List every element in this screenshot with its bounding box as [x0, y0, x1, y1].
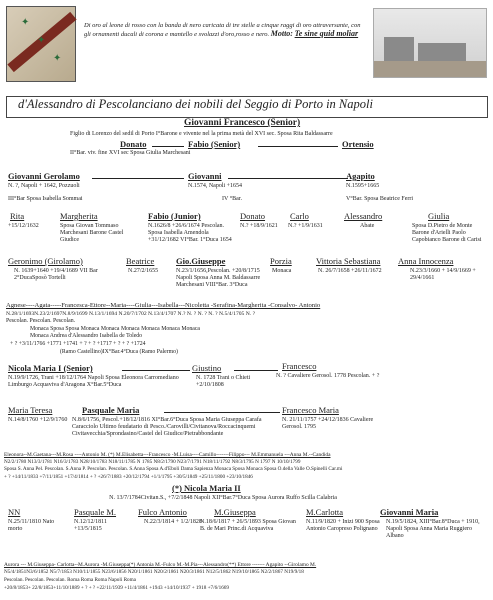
siblings-details: Sposa S. Anna Pel. Pescolan. S.Anna P. Pescolan. Pescolan. S.Anna Sposa A.d'Eboli Dama Sapienza Monaca Sposa Monaca Sposa O.della Valle O.Spinelli Car.mi — [4, 466, 343, 472]
star-icon: ✦ — [21, 17, 30, 28]
person-note: III°Bar Sposa Isabella Sommai — [8, 196, 83, 202]
person-name: Fabio (Junior) — [148, 211, 201, 221]
siblings-status: Monaca Sposa Sposa Monaca Monaca Monaca Monaca Monaca Monaca — [30, 326, 200, 332]
person-note: N. 1728 Trani o Chieti +2/10/1808 — [196, 375, 251, 388]
castle-tower — [384, 37, 414, 61]
siblings-dates: N5/4/1851N3/6/1852 N5/7/1853 N10/11/1855 N23/6/1856 N20/1/1861 N20/2/1861 N20/3/1861 N12/5/1862 N19/10/1865 N2/2/1867 N19/9/18 — [4, 569, 304, 575]
person-note: N.19/9/1726, Trani +18/12/1764 Napoli Sposa Eleonora Carromediano Limburgo Acquaviva d'Aragona X°Bar.5°Duca — [8, 375, 179, 388]
person-note: V°Bar. Sposa Beatrice Ferri — [346, 196, 414, 202]
person-note: N.8/6/1756, Pescol.+18/12/1816 XI°Bar.6°Duca Sposa Maria Giuseppa Carafa Caracciolo Ultimo feudatario di Pesco./Carovilli/Civitanova/Roccacinquemi Civitavecchia/Sprondasino/Castel del Giudice/Pietrabbondante — [72, 417, 262, 437]
person-note: N.23/3/1660 + 14/9/1669 + 29/4/1661 — [410, 268, 476, 281]
person-name: Donato — [240, 211, 266, 221]
person-note: N.? +1/9/1631 — [288, 223, 323, 229]
star-icon: ✦ — [53, 53, 62, 64]
person-note: N.11/9/1820 + Inizi 900 Sposa Antonio Caropreso Polignano — [306, 519, 380, 532]
person-note: N. 26/7/1658 +26/11/1672 — [318, 268, 382, 274]
person-note: Monaca — [272, 268, 292, 274]
siblings-status: Monaca Andrea d'Alessandro Isabella de Toledo — [30, 333, 143, 339]
connector — [164, 412, 280, 413]
connector — [122, 370, 190, 371]
person-note: Sposa Giovan Tommaso Marchesani Barone Castel Giudice — [60, 223, 124, 243]
siblings-deaths: +20/8/1853+ 22/8/1853+11/10/1889 + ? + ? +22/11/1939 +11/4/1861 +1943 +14/10/1937 + 1918 +7/6/1669 — [4, 585, 229, 591]
connector — [234, 370, 278, 371]
person-note: N.22/3/1814 + 1/2/1828 — [144, 519, 202, 525]
siblings-names: Eleonora--M.Gaetana---M.Rosa ----Antonio M. (*) M.Elisabetta---Francesco -M.Luisa----Camillo-------Filippo--- M.Emmanuela ---Anna M.--Candida — [4, 452, 331, 458]
person-note: N.1595+1665 — [346, 183, 380, 189]
person-note: N.27/2/1655 — [128, 268, 159, 274]
person-name: Maria Teresa — [8, 405, 53, 415]
person-name: (*) Nicola Maria II — [172, 483, 241, 493]
person-name: M.Carlotta — [306, 507, 344, 517]
person-name: Giovanni Francesco (Senior) — [184, 118, 301, 128]
siblings-deaths: + ? +3/11/1766 +1771 +1741 + ? + ? +1717 + ? + ? +1724 — [10, 341, 146, 347]
coat-of-arms-image — [6, 6, 76, 82]
star-icon: ✦ — [37, 35, 46, 46]
person-name: Agapito — [346, 171, 375, 181]
page-title: d'Alessandro di Pescolanciano dei nobili del Seggio di Porto in Napoli — [18, 97, 373, 111]
person-name: Margherita — [60, 211, 98, 221]
person-note: Abate — [360, 223, 375, 229]
siblings-dates: N2/2/1780 N13/3/1781 N16/3/1783 N28/10/1783 N18/11/1785 N 1785 N8/2/1790 N23/7/1791 N18/11/1792 N8/3/1795 N 1797 N 10/10/1799 — [4, 459, 301, 465]
siblings-deaths: + ? +14/11/1833 +7/11/1851 +17/4/1814 + ? +26/7/1883 +20/12/1794 +1/1/1795 +30/5/1849 +25/11/1800 +23/10/1846 — [4, 474, 253, 480]
person-name: Alessandro — [344, 211, 383, 221]
blazon-text — [84, 22, 364, 39]
person-name: Carlo — [290, 211, 309, 221]
person-note: N. ? Cavaliere Gerosol. 1778 Pescolan. + ? — [276, 373, 380, 379]
person-name: Rita — [10, 211, 25, 221]
castle-image — [373, 8, 487, 78]
motto: Te sine quid moliar — [294, 29, 359, 38]
person-note: N.? +18/9/1621 — [240, 223, 278, 229]
connector — [258, 146, 338, 147]
person-name: Giulia — [428, 211, 450, 221]
person-note: N. ?, Napoli + 1642, Pozzuoli — [8, 183, 80, 189]
person-note: N.12/12/1811 +13/5/1815 — [74, 519, 107, 532]
person-name: Beatrice — [126, 256, 155, 266]
person-name: Pasquale M. — [74, 507, 117, 517]
connector — [228, 178, 348, 179]
person-note: +15/12/1632 — [8, 223, 39, 229]
person-name: NN — [8, 507, 21, 517]
siblings-places: Pescolan. Pescolan. Pescolan. — [6, 318, 76, 324]
person-note: N.25/11/1810 Nato morto — [8, 519, 55, 532]
siblings-notes: (Ramo Castellino)IX°Bar.4°Duca (Ramo Palermo) — [60, 349, 178, 355]
motto-label: Motto: — [270, 29, 293, 38]
person-note: N.1574, Napoli +1654 — [188, 183, 243, 189]
person-name: Vittoria Sebastiana — [316, 256, 381, 266]
person-name: Porzia — [270, 256, 292, 266]
person-note: N. 21/11/1757 +24/12/1836 Cavaliere Gerosol. 1795 — [282, 417, 374, 430]
person-name: Pasquale Maria — [82, 405, 140, 415]
person-name: Donato — [120, 139, 147, 149]
person-name: Francesco — [282, 361, 317, 371]
person-name: Francesco Maria — [282, 405, 339, 415]
castle-wall — [418, 43, 466, 61]
person-name: Gio.Giuseppe — [176, 256, 226, 266]
person-note: N.19/5/1824, XIII°Bar.8°Duca + 1910, Napoli Sposa Anna Maria Ruggiero Albano — [386, 519, 480, 539]
blazon: Di oro al leone di rosso con la banda di nero caricata di tre stelle a cinque raggi di oro attraversante, con gli ornamenti ducali di corona e mantello e svolazzi d'oro,rosso e nero. — [84, 22, 361, 38]
person-name: Geronimo (Girolamo) — [8, 256, 83, 266]
person-note: Sposa D.Pietro de Monte Barone d'Arielli Paolo Capobianco Barone di Carisi — [412, 223, 482, 243]
person-note: N.23/1/1656,Pescolan. +20/8/1715 Napoli Sposa Anna M. Baldassarre Marchesani VIII°Bar. 3°Duca — [176, 268, 261, 288]
person-name: Giovanni — [188, 171, 222, 181]
person-note: N. 13/7/1784Civitan.S., +7/2/1848 Napoli XII°Bar.7°Duca Sposa Aurora Ruffo Scilla Calabria — [109, 495, 337, 501]
person-note: N.14/8/1760 +12/9/1760 — [8, 417, 68, 423]
person-name: Anna Innocenza — [398, 256, 454, 266]
siblings-places: Pescolan. Pescolan. Pescolan. Roma Roma Roma Napoli Roma — [4, 577, 136, 583]
person-note: N.1626/8 +26/6/1674 Pescolan. Sposa Isabella Amendola +31/12/1682 VI°Bar. 1°Duca 1654 — [148, 223, 232, 243]
siblings-names: Agnese----Agata-----Francesca-Ettore--Maria----Giulia---Isabella---Nicoletta -Serafina-Margherita -Consalvo- Antonio — [6, 302, 321, 309]
connector — [152, 146, 184, 147]
connector — [92, 178, 184, 179]
person-name: Fabio (Senior) — [188, 139, 241, 149]
person-name: Giovanni Gerolamo — [8, 171, 80, 181]
person-note: N. 1639+1640 +19/4/1689 VII Bar 2°DucaSposò Tortelli — [14, 268, 98, 281]
person-note: N.18/6/1817 + 26/5/1893 Sposa Giovan B. de Mari Princ.di Acquaviva — [200, 519, 296, 532]
person-name: Nicola Maria I (Senior) — [8, 363, 93, 373]
person-name: M.Giuseppa — [214, 507, 256, 517]
person-note: II°Bar. viv. fine XVI sec Sposa Giulia Marchesani — [70, 150, 191, 156]
person-name: Fulco Antonio — [138, 507, 187, 517]
siblings-names: Aurora --- M.Giuseppa- Carlotta--M.Aurora -M.Giuseppa(*) Antonia M.-Fulco M.-M.Pia---Alessandro(**) Ettore ------- Agapito --Girolamo M. — [4, 562, 317, 568]
person-note: IV °Bar. — [222, 196, 242, 202]
person-name: Giustino — [192, 363, 222, 373]
person-name: Giovanni Maria — [380, 507, 439, 517]
castle-ground — [374, 61, 486, 77]
siblings-dates: N.28/1/1693N.23/2/1697N.8/9/1699 N.13/1/1694 N.20/7/1702 N.13/4/1707 N.? N. ? N. ? N. ? N.5/4/1705 N. ? — [6, 311, 256, 317]
person-note: Figlio di Lorenzo del sedil di Porto I°Barone e vivente nel la prima metà del XVI sec. Sposa Rita Baldassarre — [70, 131, 333, 137]
person-name: Ortensio — [342, 139, 374, 149]
